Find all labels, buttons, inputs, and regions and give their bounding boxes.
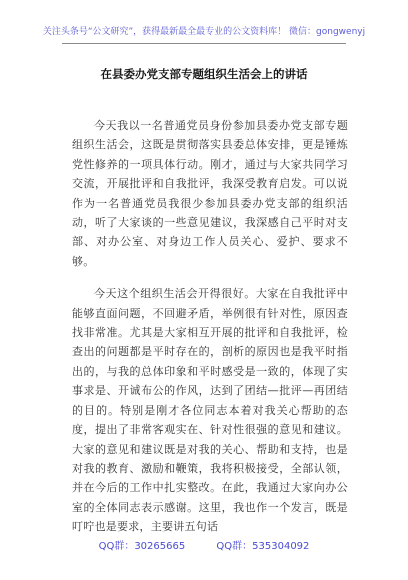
document-title: 在县委办党支部专题组织生活会上的讲话 [100,67,308,81]
header-divider [62,43,346,44]
document-body [72,116,348,537]
paragraph-1: 今天我以一名普通党员身份参加县委办党支部专题组织生活会，这既是贯彻落实县委总体安排，更是锤炼党性修养的一项具体行动。刚才，通过与大家共同学习交流，开展批评和自我批评，我深受教育启发。可以说作为一名普通党员我很少参加县委办党支部的组织活动，听了大家谈的一些意见建议，我深感自己平时对支部、对办公室、对身边工作人员关心、爱护、要求不够。 [72,119,348,268]
footer-qq-group-1: QQ群：30265665 [98,541,186,552]
footer-qq-group-2: QQ群：535304092 [216,541,310,552]
paragraph-2: 今天这个组织生活会开得很好。大家在自我批评中能够直面问题，不回避矛盾，举例很有针对性，原因查找非常准。尤其是大家相互开展的批评和自我批评，检查出的问题都是平时存在的，剖析的原因也是我平时指出的，与我的总体印象和平时感受是一致的，体现了实事求是、开诚布公的作风，达到了团结—批评—再团结的目的。特别是刚才各位同志本着对我关心帮助的态度，提出了非常客观实在、针对性很强的意见和建议。大家的意见和建议既是对我的关心、帮助和支持，也是对我的教育、激励和鞭策，我将积极接受，全部认领，并在今后的工作中扎实整改。在此，我通过大家向办公室的全体同志表示感谢。这里，我也作一个发言，既是叮咛也是要求，主要讲五句话 [72,287,348,534]
header-note: 关注头条号“公文研究”，获得最新最全最专业的公文资料库！ 微信：gongwenyj [42,27,366,37]
footer-contacts [0,537,408,552]
